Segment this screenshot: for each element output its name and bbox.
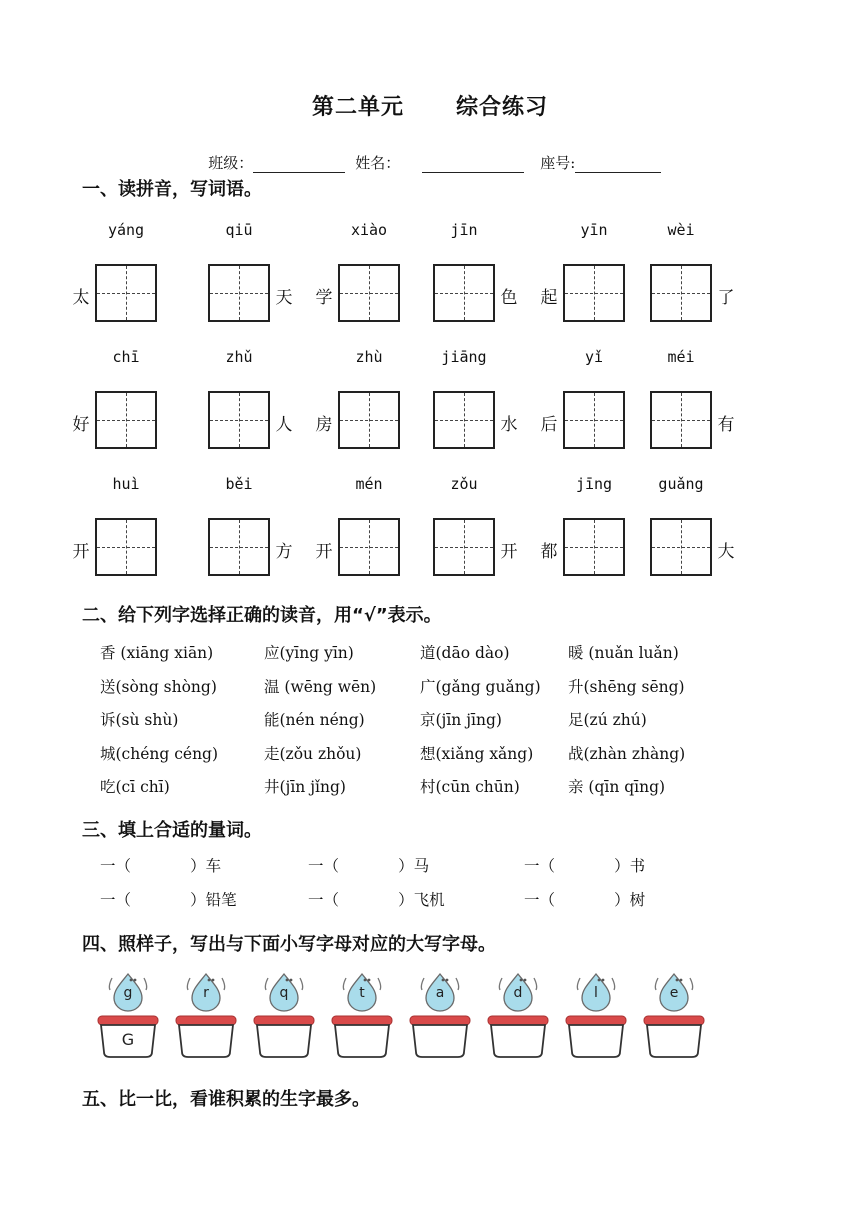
reading-item[interactable]: 想(xiǎng xǎng) xyxy=(420,744,534,763)
lowercase-letter: a xyxy=(435,985,445,1001)
reading-item[interactable]: 井(jīn jǐng) xyxy=(264,778,346,796)
reading-item[interactable]: 城(chéng céng) xyxy=(100,744,219,763)
word-char: 人 xyxy=(275,415,293,435)
drop-and-pot-icon xyxy=(252,966,316,1060)
writing-box[interactable] xyxy=(338,391,400,449)
section-1-heading: 一、读拼音，写词语。 xyxy=(82,179,262,200)
lowercase-letter: r xyxy=(203,985,209,1001)
word-char: 开 xyxy=(315,542,333,562)
drop-and-pot-icon xyxy=(564,966,628,1060)
pinyin-label: běi xyxy=(225,475,253,493)
measure-word-item[interactable]: 一（ ）书 xyxy=(524,857,646,875)
lowercase-letter: d xyxy=(513,985,523,1001)
writing-box[interactable] xyxy=(433,391,495,449)
word-char: 大 xyxy=(717,542,735,562)
reading-item[interactable]: 吃(cī chī) xyxy=(100,778,170,796)
letter-pot[interactable] xyxy=(486,966,550,1060)
writing-box[interactable] xyxy=(433,264,495,322)
word-char: 都 xyxy=(540,542,558,562)
pinyin-label: yīn xyxy=(580,221,608,239)
word-char: 太 xyxy=(72,288,90,308)
writing-box[interactable] xyxy=(650,264,712,322)
writing-box[interactable] xyxy=(208,264,270,322)
pinyin-label: méi xyxy=(667,348,695,366)
writing-box[interactable] xyxy=(433,518,495,576)
word-char: 学 xyxy=(315,288,333,308)
word-char: 有 xyxy=(717,415,735,435)
word-char: 开 xyxy=(500,542,518,562)
measure-word-item[interactable]: 一（ ）铅笔 xyxy=(100,891,237,909)
writing-box[interactable] xyxy=(563,518,625,576)
lowercase-letter: l xyxy=(594,985,598,1001)
reading-item[interactable]: 暖 (nuǎn luǎn) xyxy=(568,644,679,662)
reading-item[interactable]: 应(yīng yīn) xyxy=(264,644,354,662)
name-label: 姓名： xyxy=(355,154,401,172)
class-label: 班级： xyxy=(208,154,254,172)
reading-item[interactable]: 道(dāo dào) xyxy=(420,644,510,662)
letter-pot[interactable] xyxy=(96,966,160,1060)
word-char: 好 xyxy=(72,415,90,435)
pinyin-label: zǒu xyxy=(450,475,478,493)
measure-word-item[interactable]: 一（ ）飞机 xyxy=(308,891,445,909)
class-blank[interactable] xyxy=(253,172,345,173)
pinyin-label: huì xyxy=(112,475,140,493)
reading-item[interactable]: 村(cūn chūn) xyxy=(420,778,520,796)
pinyin-label: xiào xyxy=(350,221,388,239)
reading-item[interactable]: 广(gǎng guǎng) xyxy=(420,677,541,696)
word-char: 色 xyxy=(500,288,518,308)
pinyin-label: yáng xyxy=(107,221,145,239)
reading-item[interactable]: 足(zú zhú) xyxy=(568,711,647,729)
pinyin-label: chī xyxy=(112,348,140,366)
letter-pot[interactable] xyxy=(564,966,628,1060)
letter-pot[interactable] xyxy=(252,966,316,1060)
pinyin-label: yǐ xyxy=(584,348,604,366)
seat-blank[interactable] xyxy=(575,172,661,173)
lowercase-letter: e xyxy=(669,985,679,1001)
lowercase-letter: t xyxy=(359,985,365,1001)
pinyin-label: mén xyxy=(355,475,383,493)
drop-and-pot-icon xyxy=(330,966,394,1060)
reading-item[interactable]: 升(shēng sēng) xyxy=(568,677,685,696)
letter-pot[interactable] xyxy=(408,966,472,1060)
writing-box[interactable] xyxy=(208,518,270,576)
pinyin-label: zhù xyxy=(355,348,383,366)
word-char: 起 xyxy=(540,288,558,308)
writing-box[interactable] xyxy=(95,391,157,449)
word-char: 开 xyxy=(72,542,90,562)
section-5-heading: 五、比一比，看谁积累的生字最多。 xyxy=(82,1089,370,1110)
section-2-heading: 二、给下列字选择正确的读音，用“√”表示。 xyxy=(82,605,442,626)
letter-pot[interactable] xyxy=(174,966,238,1060)
lowercase-letter: g xyxy=(123,985,133,1001)
reading-item[interactable]: 战(zhàn zhàng) xyxy=(568,744,686,763)
letter-pot[interactable] xyxy=(330,966,394,1060)
word-char: 方 xyxy=(275,542,293,562)
drop-and-pot-icon xyxy=(174,966,238,1060)
writing-box[interactable] xyxy=(95,518,157,576)
reading-item[interactable]: 亲 (qīn qīng) xyxy=(568,778,666,796)
pinyin-label: wèi xyxy=(667,221,695,239)
writing-box[interactable] xyxy=(338,264,400,322)
student-info-line xyxy=(0,134,860,173)
word-char: 房 xyxy=(315,415,333,435)
pinyin-label: jīng xyxy=(575,475,613,493)
seat-label: 座号: xyxy=(540,154,576,172)
writing-box[interactable] xyxy=(650,518,712,576)
reading-item[interactable]: 走(zǒu zhǒu) xyxy=(264,744,362,763)
name-blank[interactable] xyxy=(422,172,524,173)
page-title: 第二单元 综合练习 xyxy=(312,95,548,120)
word-char: 了 xyxy=(717,288,735,308)
writing-box[interactable] xyxy=(208,391,270,449)
reading-item[interactable]: 温 (wēng wēn) xyxy=(264,677,377,696)
measure-word-item[interactable]: 一（ ）车 xyxy=(100,857,222,875)
writing-box[interactable] xyxy=(563,391,625,449)
uppercase-example: G xyxy=(121,1030,135,1049)
writing-box[interactable] xyxy=(650,391,712,449)
measure-word-item[interactable]: 一（ ）树 xyxy=(524,891,646,909)
reading-item[interactable]: 香 (xiāng xiān) xyxy=(100,644,214,662)
pinyin-label: jīn xyxy=(450,221,478,239)
reading-item[interactable]: 诉(sù shù) xyxy=(100,711,179,729)
drop-and-pot-icon xyxy=(408,966,472,1060)
section-4-heading: 四、照样子，写出与下面小写字母对应的大写字母。 xyxy=(82,934,496,955)
drop-and-pot-icon xyxy=(642,966,706,1060)
word-char: 后 xyxy=(540,415,558,435)
section-3-heading: 三、填上合适的量词。 xyxy=(82,820,262,841)
word-char: 天 xyxy=(275,288,293,308)
measure-word-item[interactable]: 一（ ）马 xyxy=(308,857,430,875)
pinyin-label: jiāng xyxy=(441,348,487,366)
writing-box[interactable] xyxy=(563,264,625,322)
pinyin-label: zhǔ xyxy=(225,348,253,366)
pinyin-label: guǎng xyxy=(658,475,704,493)
pinyin-label: qiū xyxy=(225,221,253,239)
writing-box[interactable] xyxy=(95,264,157,322)
word-char: 水 xyxy=(500,415,518,435)
drop-and-pot-icon xyxy=(486,966,550,1060)
writing-box[interactable] xyxy=(338,518,400,576)
reading-item[interactable]: 送(sòng shòng) xyxy=(100,677,217,696)
lowercase-letter: q xyxy=(279,985,289,1001)
reading-item[interactable]: 京(jīn jīng) xyxy=(420,711,502,729)
reading-item[interactable]: 能(nén néng) xyxy=(264,711,365,729)
letter-pot[interactable] xyxy=(642,966,706,1060)
